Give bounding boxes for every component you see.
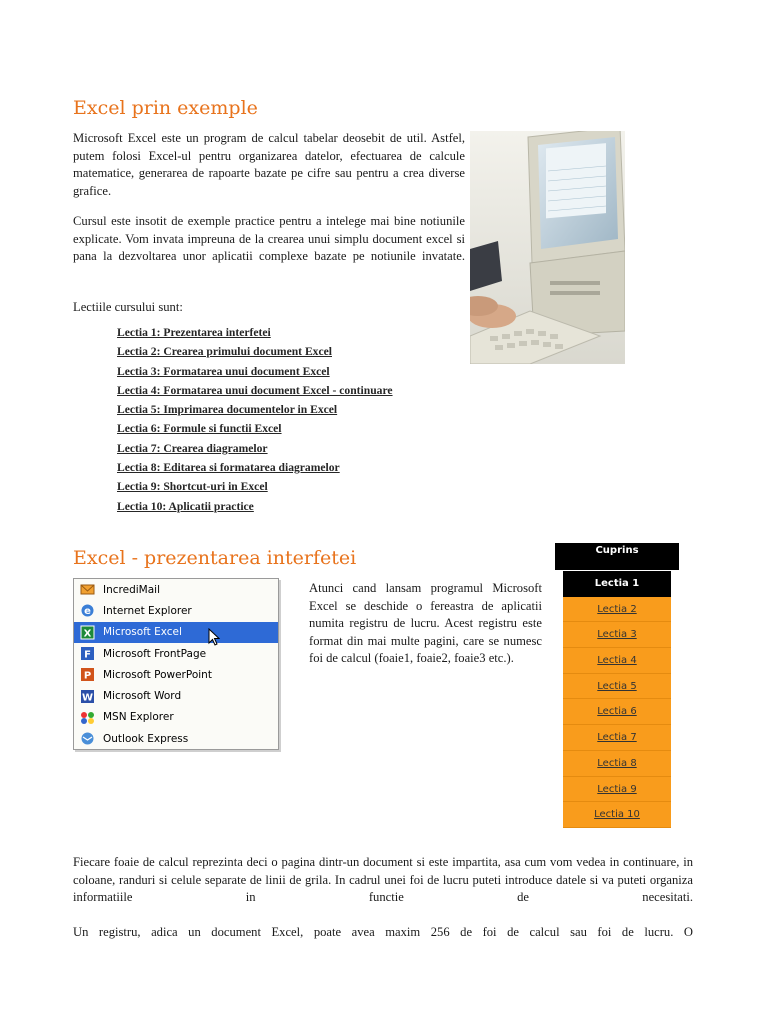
course-paragraph: Cursul este insotit de exemple practice pentru a intelege mai bine notiunile explicate. Vom invata impreuna de la crearea unui simplu document excel si pana la dezvoltarea unor aplicatii complexe bazate pe notiunile invatate. <box>73 214 465 264</box>
svg-text:W: W <box>81 692 94 704</box>
mouse-pointer-icon <box>208 628 220 649</box>
ie-icon <box>80 603 95 618</box>
list-item <box>117 458 393 477</box>
excel-icon <box>80 625 95 640</box>
menu-item-incredimail[interactable] <box>74 579 278 600</box>
toc-item-7[interactable]: Lectia 7 <box>563 725 671 751</box>
toc-heading: Cuprins <box>555 543 679 570</box>
frontpage-icon <box>80 646 95 661</box>
list-item <box>117 323 393 342</box>
menu-item-microsoft-powerpoint[interactable] <box>74 664 278 685</box>
list-item <box>117 477 393 496</box>
menu-item-microsoft-excel[interactable] <box>74 622 278 643</box>
lesson-link-7[interactable]: Lectia 7: Crearea diagramelor <box>117 441 268 455</box>
list-item <box>117 400 393 419</box>
menu-item-microsoft-word[interactable] <box>74 685 278 706</box>
menu-item-msn-explorer[interactable] <box>74 707 278 728</box>
toc-item-6[interactable]: Lectia 6 <box>563 699 671 725</box>
list-item <box>117 342 393 361</box>
powerpoint-icon <box>80 667 95 682</box>
interface-paragraph: Atunci cand lansam programul Microsoft Excel se deschide o fereastra de aplicatii numita registru de lucru. Acest registru este format din mai multe pagini, care se numesc foi de calcul (foaie1, foaie2, foaie3 etc.). <box>309 581 542 666</box>
lesson-link-9[interactable]: Lectia 9: Shortcut-uri in Excel <box>117 480 268 494</box>
lesson-link-1[interactable]: Lectia 1: Prezentarea interfetei <box>117 326 271 339</box>
toc-item-1[interactable]: Lectia 1 <box>563 571 671 597</box>
computer-illustration <box>470 131 625 364</box>
list-item <box>117 497 393 516</box>
menu-item-label: IncrediMail <box>103 583 160 596</box>
toc-item-10[interactable]: Lectia 10 <box>563 802 671 828</box>
menu-item-label: MSN Explorer <box>103 711 174 724</box>
menu-item-microsoft-frontpage[interactable] <box>74 643 278 664</box>
lesson-link-3[interactable]: Lectia 3: Formatarea unui document Excel <box>117 364 330 378</box>
workbook-paragraph: Un registru, adica un document Excel, poate avea maxim 256 de foi de calcul sau foi de lucru. O <box>73 925 693 939</box>
list-item <box>117 362 393 381</box>
toc-item-5[interactable]: Lectia 5 <box>563 674 671 700</box>
menu-item-label: Microsoft FrontPage <box>103 647 207 660</box>
section-title: Excel - prezentarea interfetei <box>73 547 357 569</box>
lesson-link-2[interactable]: Lectia 2: Crearea primului document Excel <box>117 345 332 359</box>
svg-text:X: X <box>83 628 92 640</box>
outlook-icon <box>80 731 95 746</box>
computer-photo <box>470 131 625 364</box>
menu-item-outlook-express[interactable] <box>74 728 278 749</box>
lesson-link-5[interactable]: Lectia 5: Imprimarea documentelor in Excel <box>117 403 338 417</box>
svg-text:e: e <box>84 606 91 618</box>
intro-paragraph: Microsoft Excel este un program de calcul tabelar deosebit de util. Astfel, putem folosi Excel-ul pentru organizarea datelor, efectuarea de calcule matematice, generarea de rapoarte bazate pe cifre sau pentru a crea diverse grafice. <box>73 131 465 198</box>
lesson-link-8[interactable]: Lectia 8: Editarea si formatarea diagramelor <box>117 461 340 475</box>
svg-text:P: P <box>83 670 92 682</box>
msn-icon <box>80 710 95 725</box>
start-menu-screenshot <box>73 578 279 750</box>
worksheet-paragraph: Fiecare foaie de calcul reprezinta deci o pagina dintr-un document si este impartita, asa cum vom vedea in continuare, in coloane, randuri si celule separate de linii de grila. In cadrul unei foi de lucru puteti introduce datele si va puteti organiza informatiile in functie de necesitati. <box>73 855 693 905</box>
toc-item-9[interactable]: Lectia 9 <box>563 777 671 803</box>
menu-item-label: Microsoft Excel <box>103 626 182 639</box>
toc-item-8[interactable]: Lectia 8 <box>563 751 671 777</box>
list-item <box>117 419 393 438</box>
lessons-list <box>117 323 393 516</box>
page-title: Excel prin exemple <box>73 97 258 119</box>
toc-list <box>563 571 671 828</box>
toc-item-4[interactable]: Lectia 4 <box>563 648 671 674</box>
lessons-intro: Lectiile cursului sunt: <box>73 300 183 314</box>
menu-item-label: Microsoft PowerPoint <box>103 668 212 681</box>
list-item <box>117 439 393 458</box>
lesson-link-6[interactable]: Lectia 6: Formule si functii Excel <box>117 422 282 436</box>
toc-item-2[interactable]: Lectia 2 <box>563 597 671 623</box>
menu-item-internet-explorer[interactable] <box>74 600 278 621</box>
lesson-link-10[interactable]: Lectia 10: Aplicatii practice <box>117 499 254 513</box>
menu-item-label: Microsoft Word <box>103 690 182 703</box>
svg-text:F: F <box>84 649 91 661</box>
word-icon <box>80 689 95 704</box>
list-item <box>117 381 393 400</box>
toc-item-3[interactable]: Lectia 3 <box>563 622 671 648</box>
menu-item-label: Outlook Express <box>103 732 189 745</box>
mail-icon <box>80 582 95 597</box>
menu-item-label: Internet Explorer <box>103 604 192 617</box>
lesson-link-4[interactable]: Lectia 4: Formatarea unui document Excel - continuare <box>117 383 393 397</box>
